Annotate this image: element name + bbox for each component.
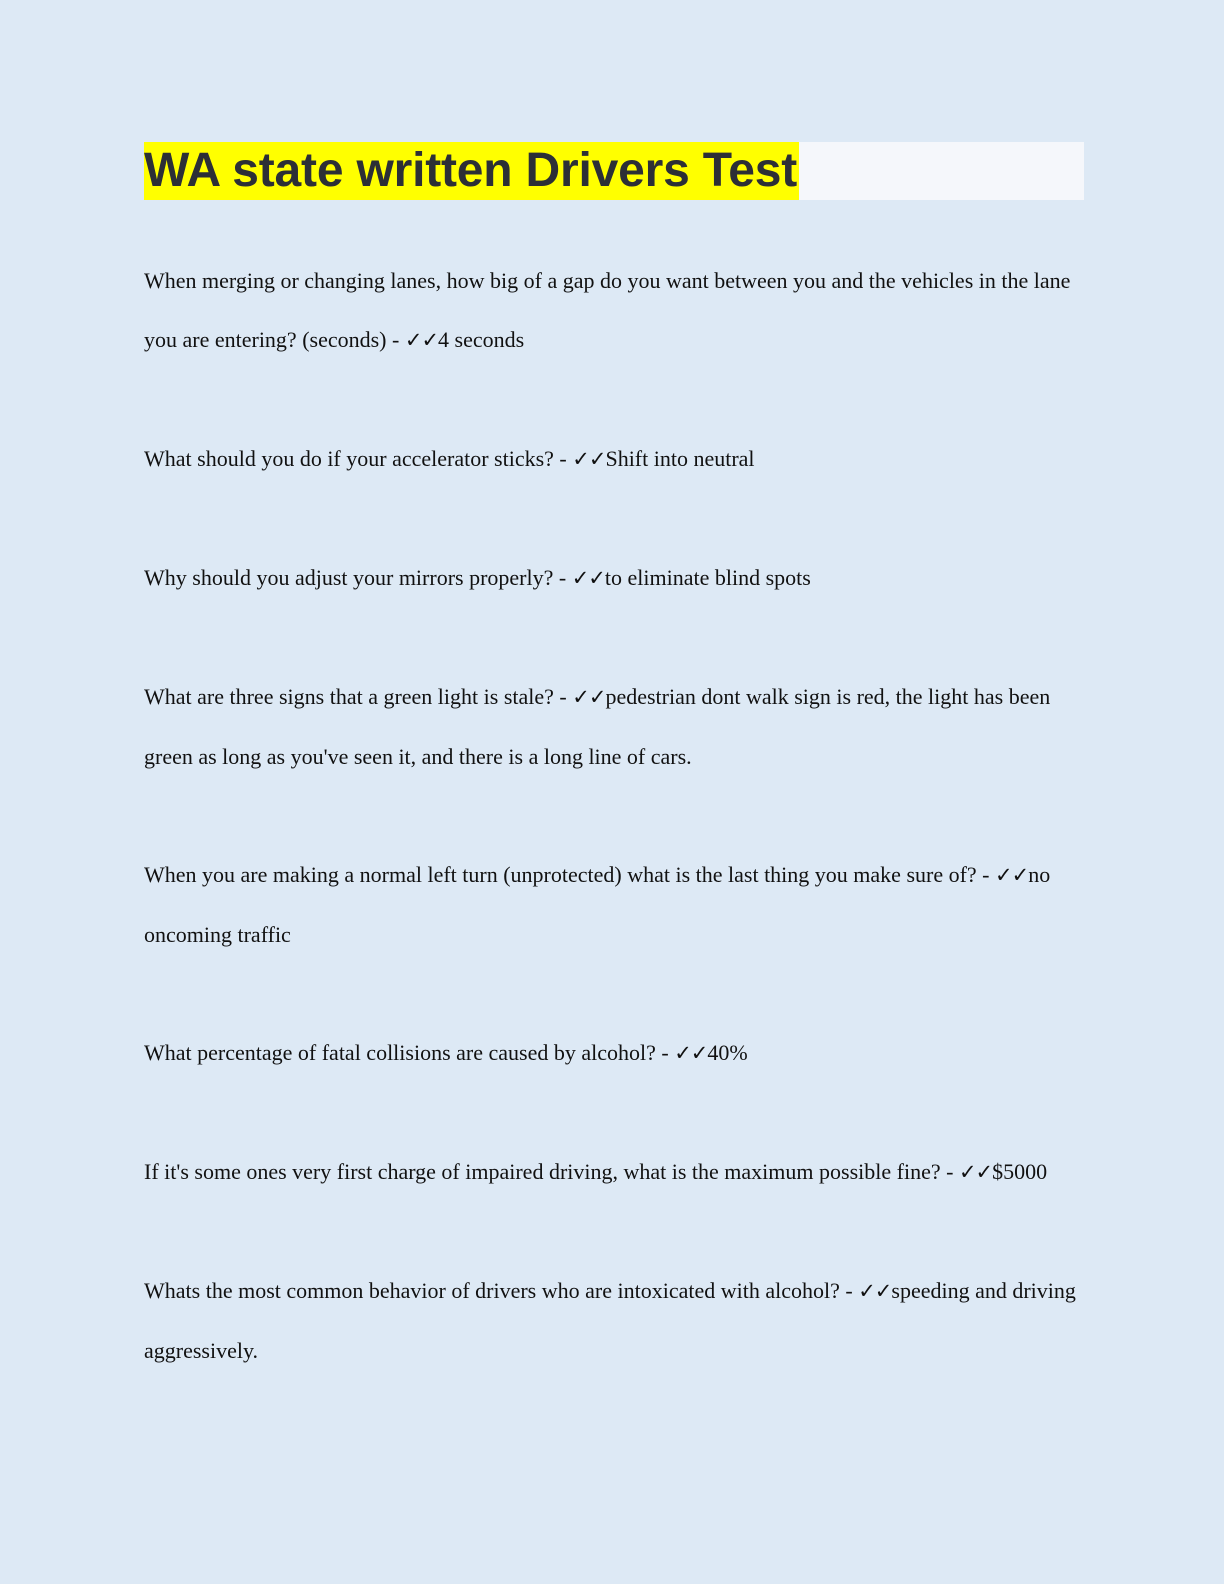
document-page — [144, 142, 1084, 1439]
question-text: What percentage of fatal collisions are caused by alcohol? - — [144, 1040, 675, 1065]
answer-text: no oncoming traffic — [144, 862, 1051, 947]
qa-item-4 — [144, 667, 1084, 786]
qa-item-3 — [144, 548, 1084, 608]
title-bar — [144, 142, 1084, 200]
double-check-icon: ✓✓ — [571, 566, 605, 590]
question-text: If it's some ones very first charge of impaired driving, what is the maximum possible fine? - — [144, 1159, 959, 1184]
qa-item-2 — [144, 429, 1084, 489]
question-text: When merging or changing lanes, how big of a gap do you want between you and the vehicles in the lane you are entering? (seconds) - — [144, 268, 1071, 352]
answer-text: 40% — [707, 1040, 748, 1065]
question-text: Whats the most common behavior of drivers who are intoxicated with alcohol? - — [144, 1278, 859, 1303]
answer-text: pedestrian dont walk sign is red, the light has been green as long as you've seen it, and there is a long line of cars. — [144, 684, 1051, 769]
qa-item-7 — [144, 1142, 1084, 1202]
double-check-icon: ✓✓ — [858, 1279, 892, 1303]
question-text: What are three signs that a green light is stale? - — [144, 684, 573, 709]
question-text: When you are making a normal left turn (unprotected) what is the last thing you make sure of? - — [144, 862, 996, 887]
double-check-icon: ✓✓ — [572, 685, 606, 709]
double-check-icon: ✓✓ — [572, 447, 606, 471]
qa-item-5 — [144, 845, 1084, 964]
question-text: Why should you adjust your mirrors properly? - — [144, 565, 572, 590]
answer-text: 4 seconds — [438, 327, 525, 352]
answer-text: speeding and driving aggressively. — [144, 1278, 1076, 1363]
answer-text: Shift into neutral — [605, 446, 755, 471]
qa-item-8 — [144, 1261, 1084, 1380]
double-check-icon: ✓✓ — [958, 1160, 993, 1184]
double-check-icon: ✓✓ — [674, 1041, 708, 1065]
qa-list — [144, 251, 1084, 1380]
question-text: What should you do if your accelerator sticks? - — [144, 446, 573, 471]
page-title: WA state written Drivers Test — [144, 142, 799, 200]
qa-item-1 — [144, 251, 1084, 370]
answer-text: to eliminate blind spots — [604, 565, 811, 590]
double-check-icon: ✓✓ — [404, 328, 439, 352]
answer-text: $5000 — [992, 1159, 1048, 1184]
qa-item-6 — [144, 1023, 1084, 1083]
double-check-icon: ✓✓ — [995, 863, 1029, 887]
